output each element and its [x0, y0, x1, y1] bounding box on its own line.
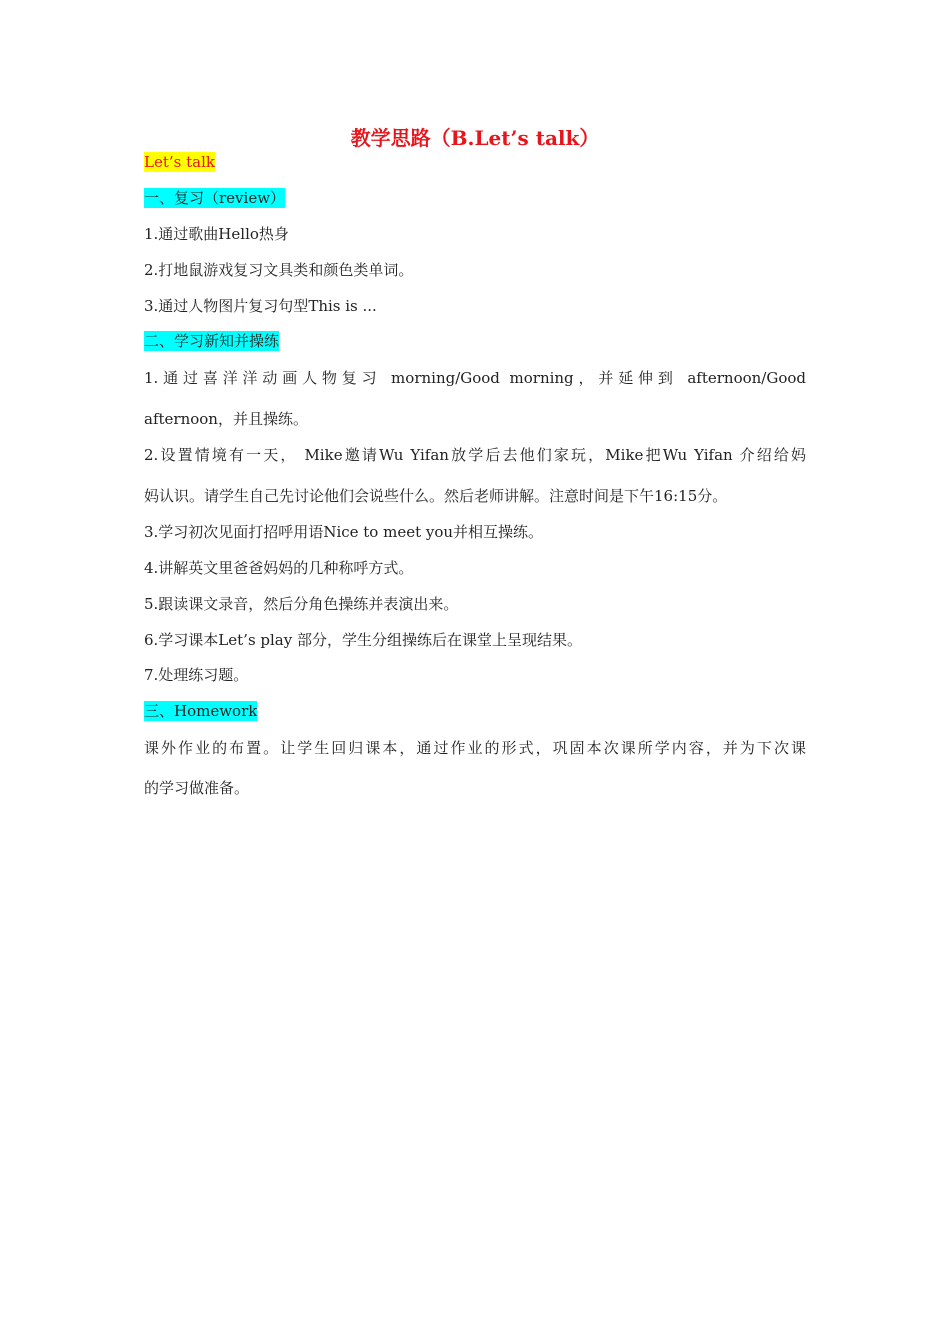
- list-item: 2.打地鼠游戏复习文具类和颜色类单词。: [144, 261, 414, 279]
- subtitle-line: [144, 152, 215, 172]
- list-item: 5.跟读课文录音，然后分角色操练并表演出来。: [144, 595, 459, 613]
- review-heading-line: [144, 188, 285, 208]
- list-item: 3.通过人物图片复习句型This is ...: [144, 297, 377, 315]
- list-item-continuation: afternoon，并且操练。: [144, 410, 308, 428]
- document-title: 教学思路（B.Let’s talk）: [350, 126, 600, 150]
- learn-heading-line: [144, 331, 279, 351]
- subtitle: Let’s talk: [144, 153, 215, 171]
- list-item: 3.学习初次见面打招呼用语Nice to meet you并相互操练。: [144, 523, 544, 541]
- homework-heading-line: [144, 701, 257, 721]
- list-item: 1.通过喜洋洋动画人物复习 morning/Good morning，并延伸到 afternoon/Good: [144, 369, 806, 387]
- section-heading-learn: 二、学习新知并操练: [144, 332, 280, 350]
- paragraph-continuation: 的学习做准备。: [144, 779, 250, 797]
- paragraph: 课外作业的布置。让学生回归课本，通过作业的形式，巩固本次课所学内容，并为下次课: [144, 739, 806, 757]
- list-item: 6.学习课本Let’s play 部分，学生分组操练后在课堂上呈现结果。: [144, 631, 582, 649]
- list-item-continuation: 妈认识。请学生自己先讨论他们会说些什么。然后老师讲解。注意时间是下午16:15分。: [144, 487, 728, 505]
- list-item: 2.设置情境有一天， Mike邀请Wu Yifan放学后去他们家玩，Mike把Wu Yifan 介绍给妈: [144, 446, 806, 464]
- section-heading-homework: 三、Homework: [144, 702, 258, 720]
- list-item: 7.处理练习题。: [144, 666, 249, 684]
- list-item: 1.通过歌曲Hello热身: [144, 225, 289, 243]
- list-item: 4.讲解英文里爸爸妈妈的几种称呼方式。: [144, 559, 414, 577]
- section-heading-review: 一、复习（review）: [144, 189, 286, 207]
